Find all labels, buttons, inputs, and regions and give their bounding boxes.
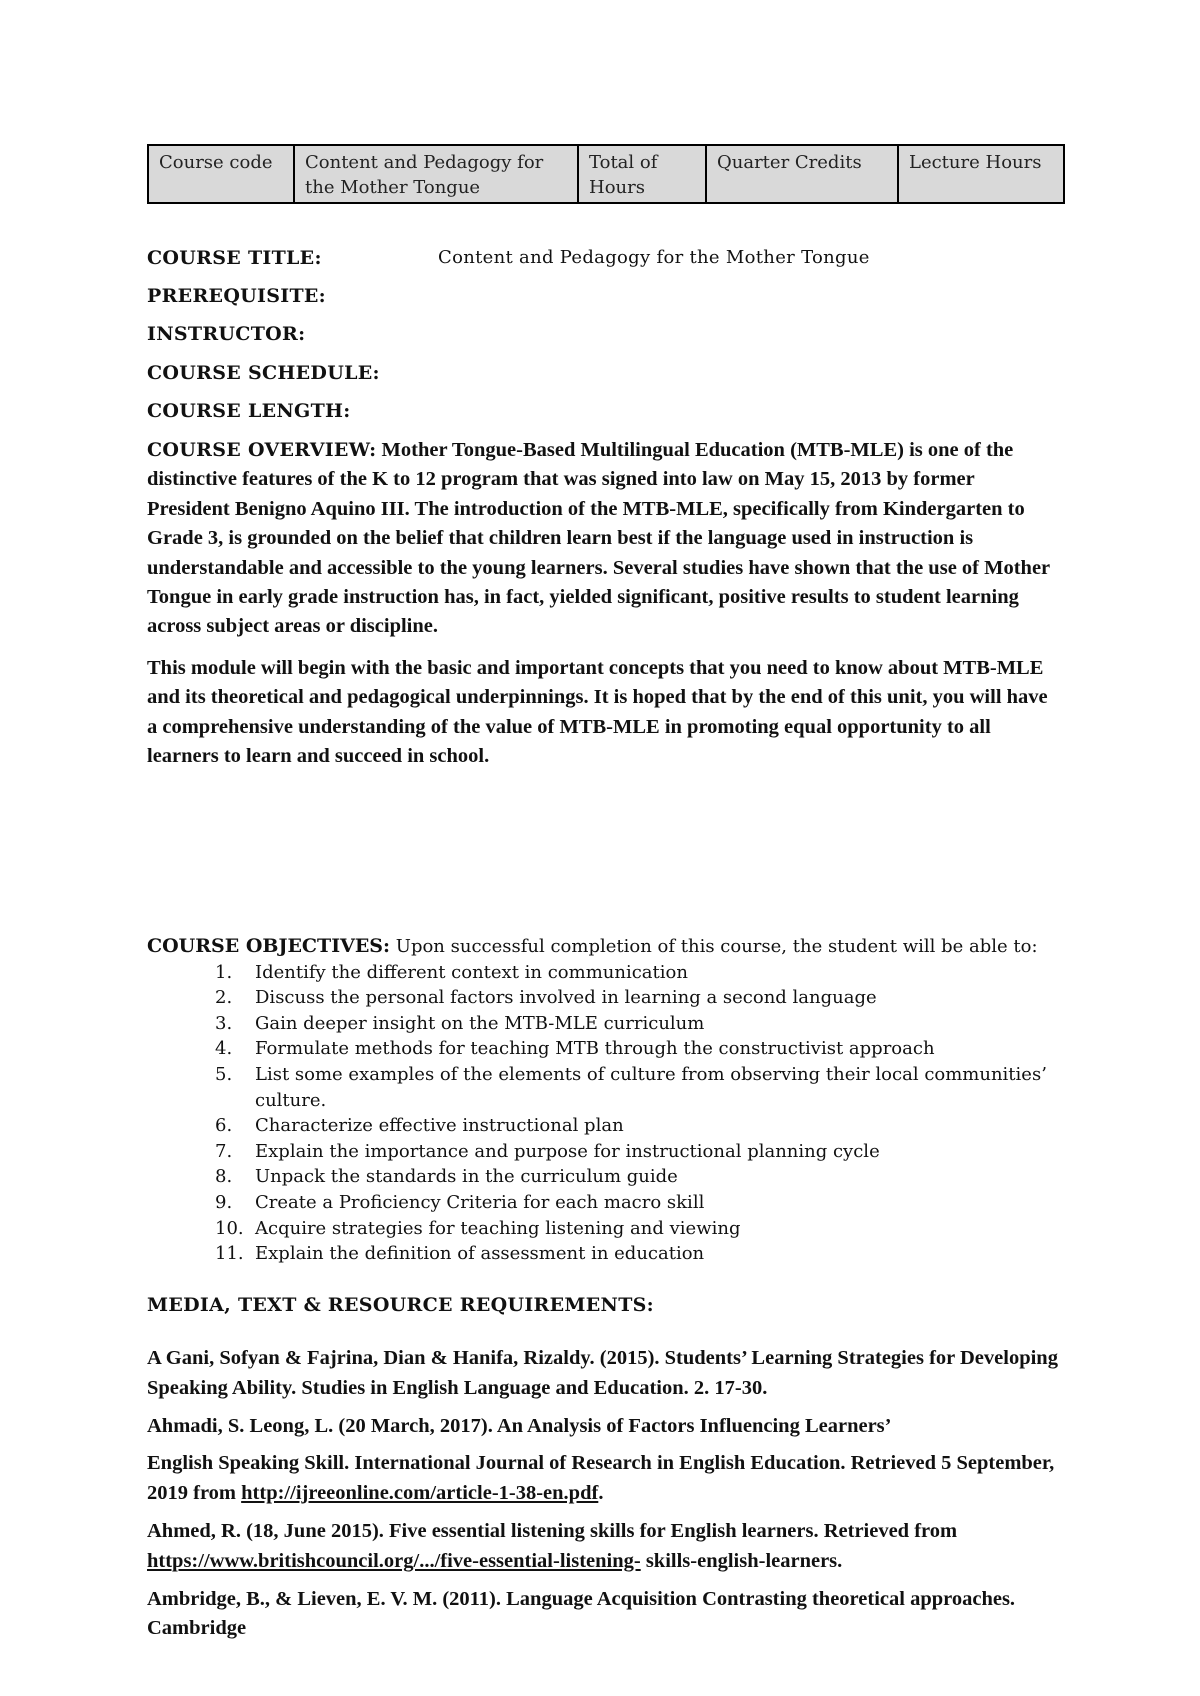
objective-text: Characterize effective instructional plan	[255, 1115, 624, 1137]
objective-number: 6.	[215, 1115, 233, 1137]
overview-label: COURSE OVERVIEW:	[147, 439, 377, 461]
resources-heading: MEDIA, TEXT & RESOURCE REQUIREMENTS:	[147, 1294, 654, 1316]
reference-3-text: English Speaking Skill. International Journal of Research in English Education. Retrieved 5 September, 2019 from	[147, 1452, 1055, 1505]
reference-4-end: skills-english-learners.	[640, 1549, 843, 1572]
objective-text: Gain deeper insight on the MTB-MLE curriculum	[255, 1012, 705, 1034]
objectives-intro: Upon successful completion of this course, the student will be able to:	[395, 936, 1038, 957]
objective-item	[147, 960, 1062, 986]
document-page	[147, 144, 1062, 1640]
objective-item	[147, 1011, 1062, 1037]
objective-item	[147, 985, 1062, 1011]
objective-number: 9.	[215, 1191, 233, 1213]
cell-course-name: Content and Pedagogy for the Mother Tongue	[294, 145, 578, 203]
objective-number: 3.	[215, 1012, 233, 1034]
course-schedule-label: COURSE SCHEDULE:	[147, 362, 380, 384]
references	[147, 1344, 1062, 1652]
course-header-table	[147, 144, 1065, 204]
cell-quarter-credits: Quarter Credits	[706, 145, 898, 203]
reference-4-link[interactable]: https://www.britishcouncil.org/.../five-essential-listening-	[147, 1549, 641, 1572]
objective-number: 1.	[215, 961, 233, 983]
overview-text-1: Mother Tongue-Based Multilingual Education (MTB-MLE) is one of the distinctive features of the K to 12 program that was signed into law on May 15, 2013 by former President Benigno Aquino III. The introduction of the MTB-MLE, specifically from Kindergarten to Grade 3, is grounded on the belief that children learn best if the language used in instruction is understandable and accessible to the young learners. Several studies have shown that the use of Mother Tongue in early grade instruction has, in fact, yielded significant, positive results to student learning across subject areas or discipline.	[147, 439, 1050, 638]
course-title-label: COURSE TITLE:	[147, 247, 322, 269]
reference-3	[147, 1449, 1062, 1509]
objective-number: 8.	[215, 1166, 233, 1188]
objective-text: Explain the definition of assessment in education	[255, 1243, 705, 1265]
objective-item	[147, 1190, 1062, 1216]
reference-1: A Gani, Sofyan & Fajrina, Dian & Hanifa, Rizaldy. (2015). Students’ Learning Strategies for Developing Speaking Ability. Studies in English Language and Education. 2. 17-30.	[147, 1347, 1058, 1399]
objective-text: Create a Proficiency Criteria for each macro skill	[255, 1191, 705, 1213]
reference-3-link[interactable]: http://ijreeonline.com/article-1-38-en.pdf	[241, 1482, 599, 1505]
objective-number: 2.	[215, 987, 233, 1009]
reference-4	[147, 1517, 1062, 1577]
course-overview	[147, 436, 1062, 783]
reference-2: Ahmadi, S. Leong, L. (20 March, 2017). An Analysis of Factors Influencing Learners’	[147, 1414, 892, 1437]
objective-text: Identify the different context in communication	[255, 961, 688, 983]
overview-paragraph-1	[147, 436, 1062, 642]
objective-item	[147, 1062, 1062, 1113]
objective-text: Discuss the personal factors involved in learning a second language	[255, 987, 877, 1009]
cell-total-hours: Total of Hours	[578, 145, 706, 203]
overview-paragraph-2: This module will begin with the basic and important concepts that you need to know about MTB-MLE and its theoretical and pedagogical underpinnings. It is hoped that by the end of this unit, you will have a comprehensive understanding of the value of MTB-MLE in promoting equal opportunity to all learners to learn and succeed in school.	[147, 656, 1048, 768]
objective-number: 7.	[215, 1140, 233, 1162]
objective-item	[147, 1036, 1062, 1062]
objective-item	[147, 1241, 1062, 1267]
reference-5: Ambridge, B., & Lieven, E. V. M. (2011). Language Acquisition Contrasting theoretical approaches. Cambridge	[147, 1587, 1016, 1640]
objectives-label: COURSE OBJECTIVES:	[147, 935, 391, 957]
cell-course-code: Course code	[148, 145, 294, 203]
reference-3-end: .	[598, 1482, 604, 1505]
reference-4-text: Ahmed, R. (18, June 2015). Five essential listening skills for English learners. Retrieved from	[147, 1519, 958, 1542]
course-title-row	[147, 247, 870, 269]
prerequisite-label: PREREQUISITE:	[147, 285, 326, 307]
objective-number: 5.	[215, 1063, 233, 1085]
cell-lecture-hours: Lecture Hours	[898, 145, 1064, 203]
objective-number: 4.	[215, 1038, 233, 1060]
table-row	[148, 145, 1064, 203]
objective-number: 10.	[215, 1217, 244, 1239]
objectives-intro-line	[147, 934, 1062, 960]
course-objectives	[147, 934, 1062, 1267]
objective-item	[147, 1216, 1062, 1242]
course-title-value: Content and Pedagogy for the Mother Tongue	[438, 247, 870, 268]
objectives-list	[147, 960, 1062, 1267]
objective-number: 11.	[215, 1243, 244, 1265]
objective-item	[147, 1164, 1062, 1190]
objective-item	[147, 1139, 1062, 1165]
objective-item	[147, 1113, 1062, 1139]
objective-text: Unpack the standards in the curriculum guide	[255, 1166, 678, 1188]
objective-text: Formulate methods for teaching MTB through the constructivist approach	[255, 1038, 935, 1060]
course-length-label: COURSE LENGTH:	[147, 400, 351, 422]
objective-text: Acquire strategies for teaching listening and viewing	[255, 1217, 741, 1239]
objective-text: Explain the importance and purpose for instructional planning cycle	[255, 1140, 880, 1162]
instructor-label: INSTRUCTOR:	[147, 323, 306, 345]
objective-text: List some examples of the elements of culture from observing their local communities’ culture.	[255, 1063, 1047, 1111]
